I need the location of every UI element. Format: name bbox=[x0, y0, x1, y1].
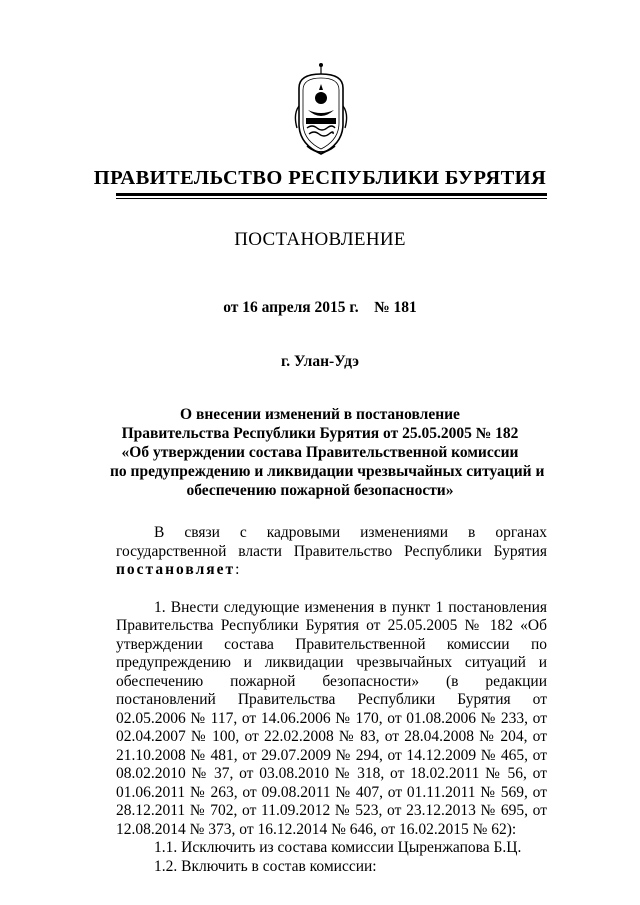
preamble-text: В связи с кадровыми изменениями в органах государственной власти Правительство Республики Бурятия bbox=[116, 524, 547, 560]
item-1-paragraph: 1. Внести следующие изменения в пункт 1 постановления Правительства Республики Бурятия от 25.05.2005 № 182 «Об утверждении состава Правительственной комиссии по предупреждению и ликвидации чрезвычайных ситуаций и обеспечению пожарной безопасности» (в редакции постановлений Правительства Республики Бурятия от 02.05.2006 № 117, от 14.06.2006 № 170, от 01.08.2006 № 233, от 02.04.2007 № 100, от 22.02.2008 № 83, от 28.04.2008 № 204, от 21.10.2008 № 481, от 29.07.2009 № 294, от 14.12.2009 № 465, от 08.02.2010 № 37, от 03.08.2010 № 318, от 18.02.2011 № 56, от 01.06.2011 № 263, от 09.08.2011 № 407, от 01.11.2011 № 569, от 28.12.2011 № 702, от 11.09.2012 № 523, от 23.12.2013 № 695, от 12.08.2014 № 373, от 16.12.2014 № 646, от 16.02.2015 № 62): bbox=[116, 598, 547, 838]
header-divider-thick bbox=[116, 193, 547, 196]
document-type: ПОСТАНОВЛЕНИЕ bbox=[234, 229, 406, 250]
republic-of-buryatia-coat-of-arms-icon bbox=[293, 62, 349, 160]
header-divider-thin bbox=[116, 198, 547, 199]
subject-line: Правительства Республики Бурятия от 25.05.2005 № 182 bbox=[121, 425, 519, 442]
item-1-2-paragraph: 1.2. Включить в состав комиссии: bbox=[154, 857, 377, 875]
item-1-1-paragraph: 1.1. Исключить из состава комиссии Цыренжапова Б.Ц. bbox=[154, 839, 522, 856]
resolves-word: постановляет bbox=[116, 561, 236, 578]
resolves-colon: : bbox=[235, 561, 240, 578]
preamble-paragraph bbox=[116, 524, 547, 580]
subject-line: О внесении изменений в постановление bbox=[180, 406, 460, 423]
document-date-number: от 16 апреля 2015 г. № 181 bbox=[223, 299, 417, 316]
document-city: г. Улан-Удэ bbox=[280, 353, 359, 370]
subject-line: обеспечению пожарной безопасности» bbox=[186, 482, 454, 499]
document-subject bbox=[110, 405, 545, 500]
subject-line: «Об утверждении состава Правительственной комиссии bbox=[121, 444, 519, 461]
government-title: ПРАВИТЕЛЬСТВО РЕСПУБЛИКИ БУРЯТИЯ bbox=[93, 167, 547, 189]
subject-line: по предупреждению и ликвидации чрезвычайных ситуаций и bbox=[110, 463, 545, 480]
document-body bbox=[116, 524, 547, 876]
